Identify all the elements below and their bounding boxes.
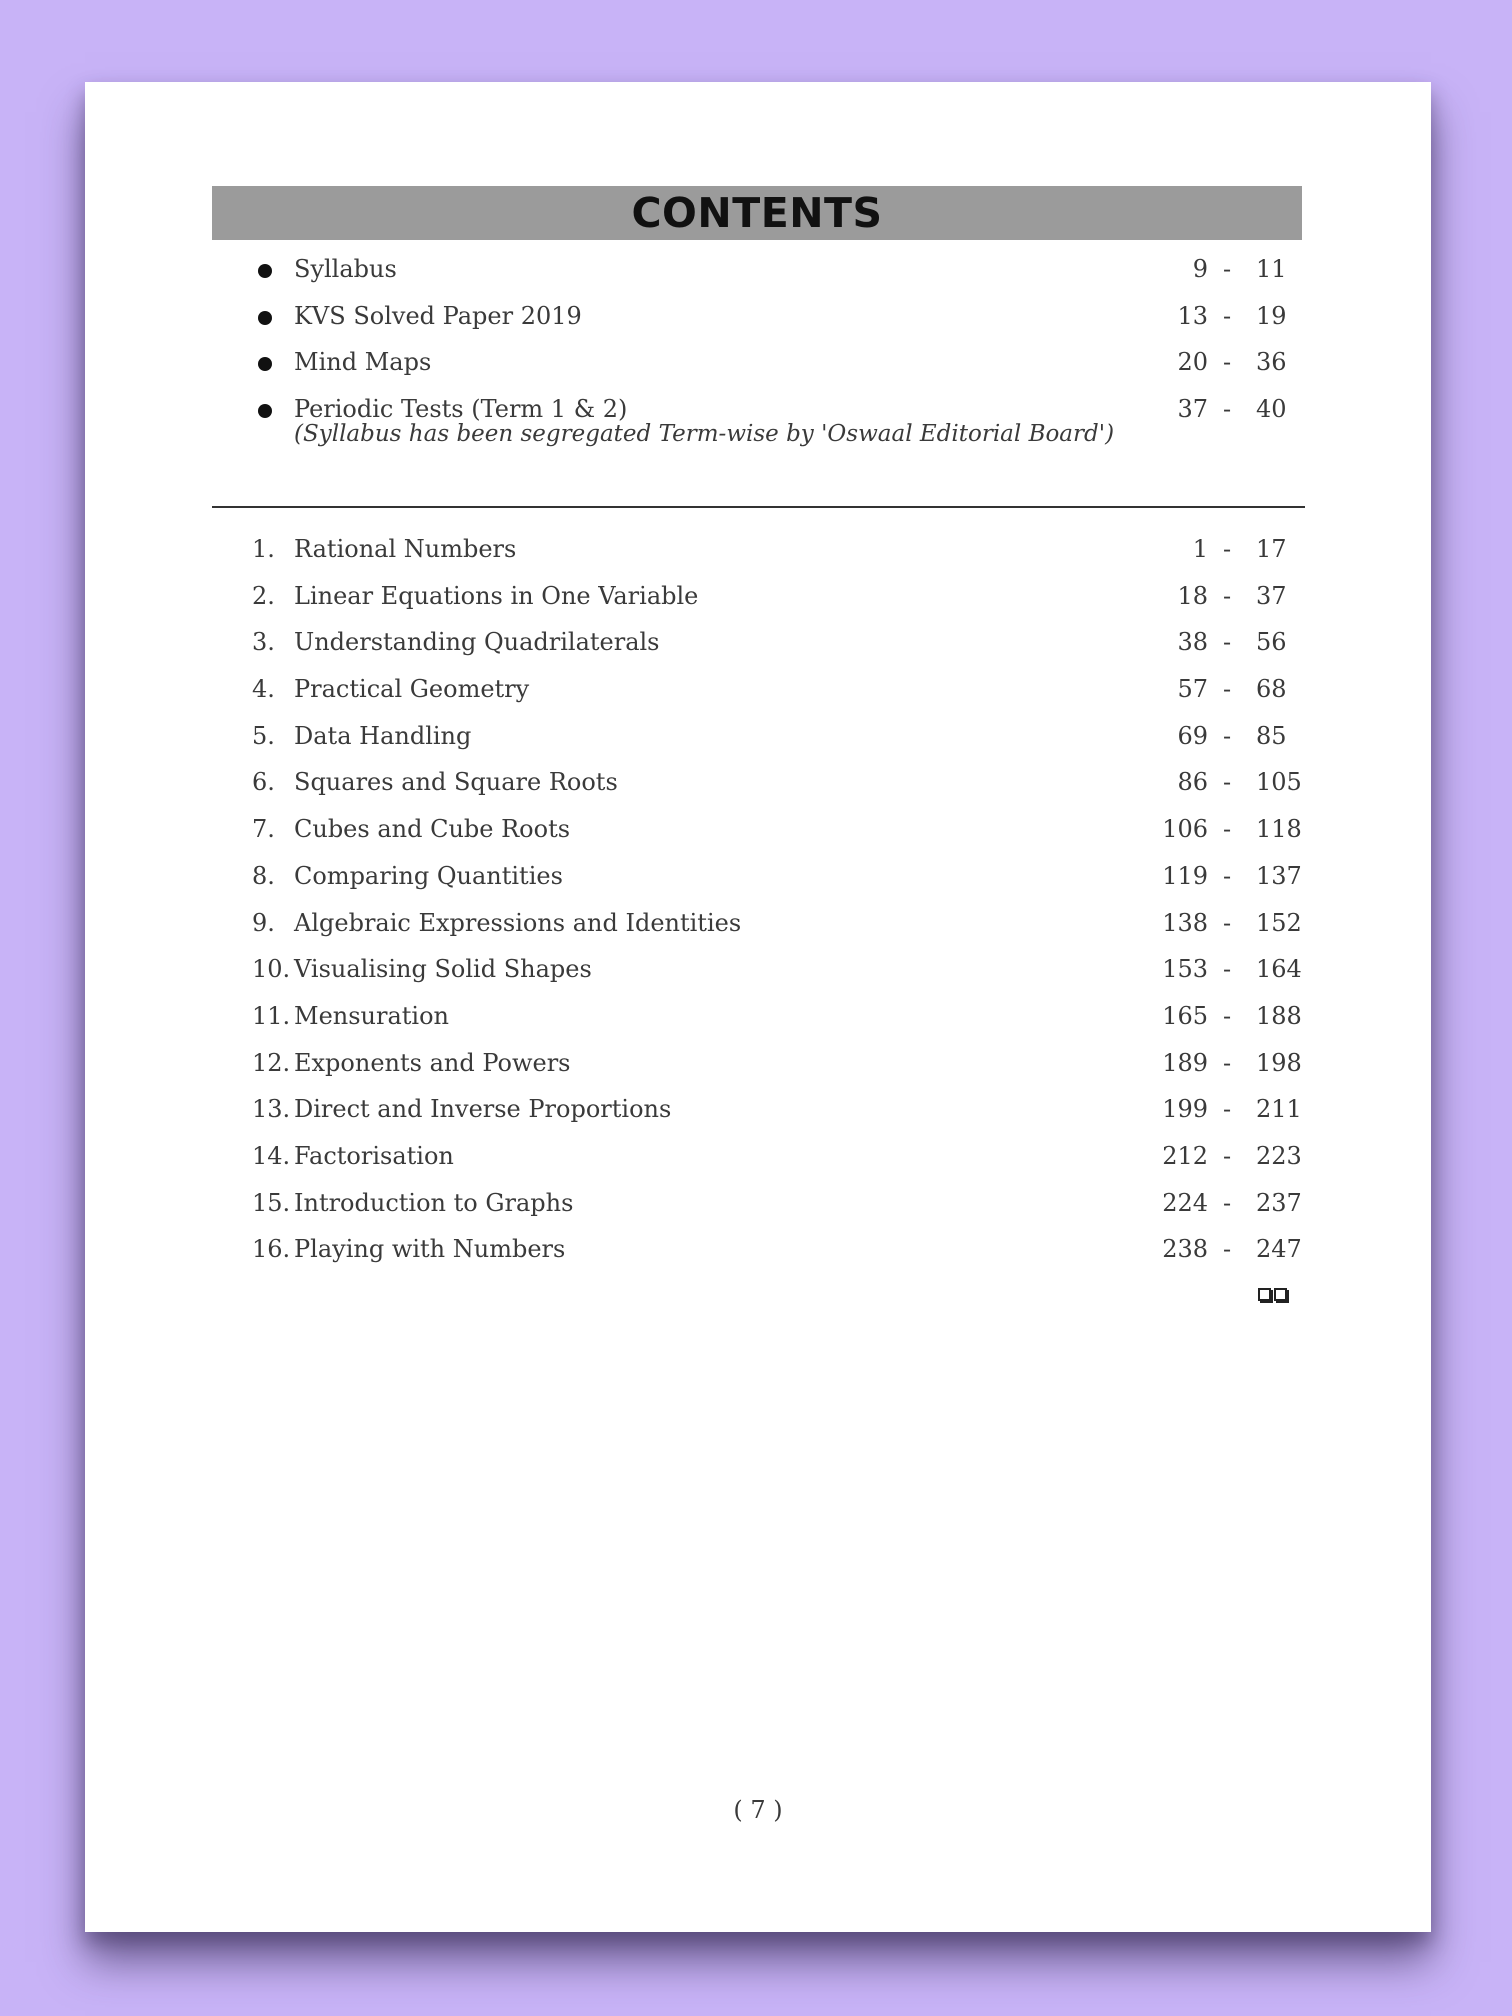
front-matter-item [212,293,1302,340]
range-dash: - [1223,395,1232,424]
chapter-list [212,526,1302,1273]
bullet-icon [258,357,272,371]
chapter-start-page: 57 [1177,675,1208,704]
entry-title: Mind Maps [294,348,432,377]
range-dash: - [1223,768,1232,797]
chapter-title: Practical Geometry [294,675,530,704]
chapter-number: 4. [252,675,275,704]
range-dash: - [1223,1048,1232,1077]
chapter-title: Understanding Quadrilaterals [294,628,660,657]
chapter-start-page: 138 [1162,908,1208,937]
chapter-number: 9. [252,908,275,937]
range-dash: - [1223,1188,1232,1217]
chapter-item [212,526,1302,573]
chapter-item [212,666,1302,713]
chapter-number: 1. [252,535,275,563]
chapter-title: Data Handling [294,721,472,750]
chapter-number: 16. [252,1235,291,1264]
contents-header-bar [212,186,1302,240]
chapter-title: Direct and Inverse Proportions [294,1095,672,1124]
chapter-start-page: 69 [1177,721,1208,750]
chapter-end-page: 237 [1256,1188,1302,1217]
range-dash: - [1223,955,1232,984]
chapter-end-page: 118 [1256,815,1302,844]
chapter-item [212,946,1302,993]
chapter-end-page: 211 [1256,1095,1302,1124]
range-dash: - [1223,721,1232,750]
chapter-title: Exponents and Powers [294,1048,571,1077]
document-page [85,82,1431,1932]
chapter-item [212,759,1302,806]
chapter-number: 11. [252,1001,291,1030]
chapter-start-page: 165 [1162,1001,1208,1030]
chapter-item [212,1086,1302,1133]
chapter-number: 10. [252,955,291,984]
chapter-item [212,619,1302,666]
entry-end-page: 36 [1256,348,1287,377]
syllabus-note: (Syllabus has been segregated Term-wise by 'Oswaal Editorial Board') [294,421,1115,447]
chapter-start-page: 199 [1162,1095,1208,1124]
range-dash: - [1223,581,1232,610]
chapter-start-page: 18 [1177,581,1208,610]
entry-end-page: 19 [1256,301,1287,330]
chapter-end-page: 56 [1256,628,1287,657]
range-dash: - [1223,1141,1232,1170]
page-number: ( 7 ) [733,1796,783,1824]
chapter-title: Mensuration [294,1001,450,1030]
chapter-end-page: 68 [1256,675,1287,704]
chapter-start-page: 38 [1177,628,1208,657]
chapter-end-page: 37 [1256,581,1287,610]
range-dash: - [1223,1235,1232,1264]
bullet-icon [258,404,272,418]
chapter-number: 8. [252,861,275,890]
chapter-end-page: 105 [1256,768,1302,797]
chapter-item [212,853,1302,900]
chapter-item [212,806,1302,853]
bullet-icon [258,264,272,278]
chapter-end-page: 164 [1256,955,1302,984]
range-dash: - [1223,861,1232,890]
square-icon [1274,1288,1287,1301]
chapter-start-page: 119 [1162,861,1208,890]
chapter-start-page: 86 [1177,768,1208,797]
chapter-end-page: 137 [1256,861,1302,890]
chapter-item [212,1040,1302,1087]
front-matter-list [212,246,1302,433]
range-dash: - [1223,1095,1232,1124]
range-dash: - [1223,675,1232,704]
chapter-start-page: 189 [1162,1048,1208,1077]
chapter-title: Squares and Square Roots [294,768,618,797]
range-dash: - [1223,628,1232,657]
chapter-end-page: 247 [1256,1235,1302,1264]
chapter-end-page: 152 [1256,908,1302,937]
chapter-number: 12. [252,1048,291,1077]
chapter-title: Algebraic Expressions and Identities [294,908,742,937]
chapter-title: Factorisation [294,1141,454,1170]
contents-title: CONTENTS [631,189,883,237]
bullet-icon [258,311,272,325]
chapter-number: 6. [252,768,275,797]
range-dash: - [1223,301,1232,330]
range-dash: - [1223,255,1232,283]
front-matter-item [212,339,1302,386]
chapter-start-page: 238 [1162,1235,1208,1264]
chapter-start-page: 224 [1162,1188,1208,1217]
entry-start-page: 9 [1192,255,1208,283]
entry-title: Periodic Tests (Term 1 & 2) [294,395,628,424]
chapter-number: 7. [252,815,275,844]
chapter-number: 13. [252,1095,291,1124]
chapter-start-page: 212 [1162,1141,1208,1170]
chapter-end-page: 17 [1256,535,1287,563]
chapter-number: 2. [252,581,275,610]
range-dash: - [1223,815,1232,844]
front-matter-item [212,246,1302,293]
chapter-item [212,1180,1302,1227]
entry-title: Syllabus [294,255,397,283]
chapter-start-page: 106 [1162,815,1208,844]
entry-start-page: 37 [1177,395,1208,424]
entry-end-page: 11 [1256,255,1287,283]
range-dash: - [1223,1001,1232,1030]
chapter-number: 15. [252,1188,291,1217]
entry-title: KVS Solved Paper 2019 [294,301,582,330]
section-divider [212,506,1305,508]
chapter-item [212,993,1302,1040]
chapter-title: Linear Equations in One Variable [294,581,699,610]
chapter-end-page: 198 [1256,1048,1302,1077]
range-dash: - [1223,908,1232,937]
chapter-start-page: 153 [1162,955,1208,984]
chapter-end-page: 85 [1256,721,1287,750]
chapter-end-page: 188 [1256,1001,1302,1030]
chapter-item [212,713,1302,760]
chapter-title: Introduction to Graphs [294,1188,574,1217]
chapter-number: 5. [252,721,275,750]
chapter-title: Visualising Solid Shapes [294,955,592,984]
range-dash: - [1223,535,1232,563]
chapter-item [212,573,1302,620]
chapter-number: 3. [252,628,275,657]
chapter-end-page: 223 [1256,1141,1302,1170]
end-of-section-mark [1258,1288,1287,1301]
chapter-number: 14. [252,1141,291,1170]
chapter-title: Comparing Quantities [294,861,563,890]
chapter-title: Cubes and Cube Roots [294,815,571,844]
chapter-item [212,1226,1302,1273]
entry-end-page: 40 [1256,395,1287,424]
square-icon [1258,1288,1271,1301]
chapter-title: Rational Numbers [294,535,517,563]
entry-start-page: 13 [1177,301,1208,330]
entry-start-page: 20 [1177,348,1208,377]
chapter-item [212,900,1302,947]
chapter-start-page: 1 [1192,535,1208,563]
chapter-item [212,1133,1302,1180]
chapter-title: Playing with Numbers [294,1235,566,1264]
range-dash: - [1223,348,1232,377]
